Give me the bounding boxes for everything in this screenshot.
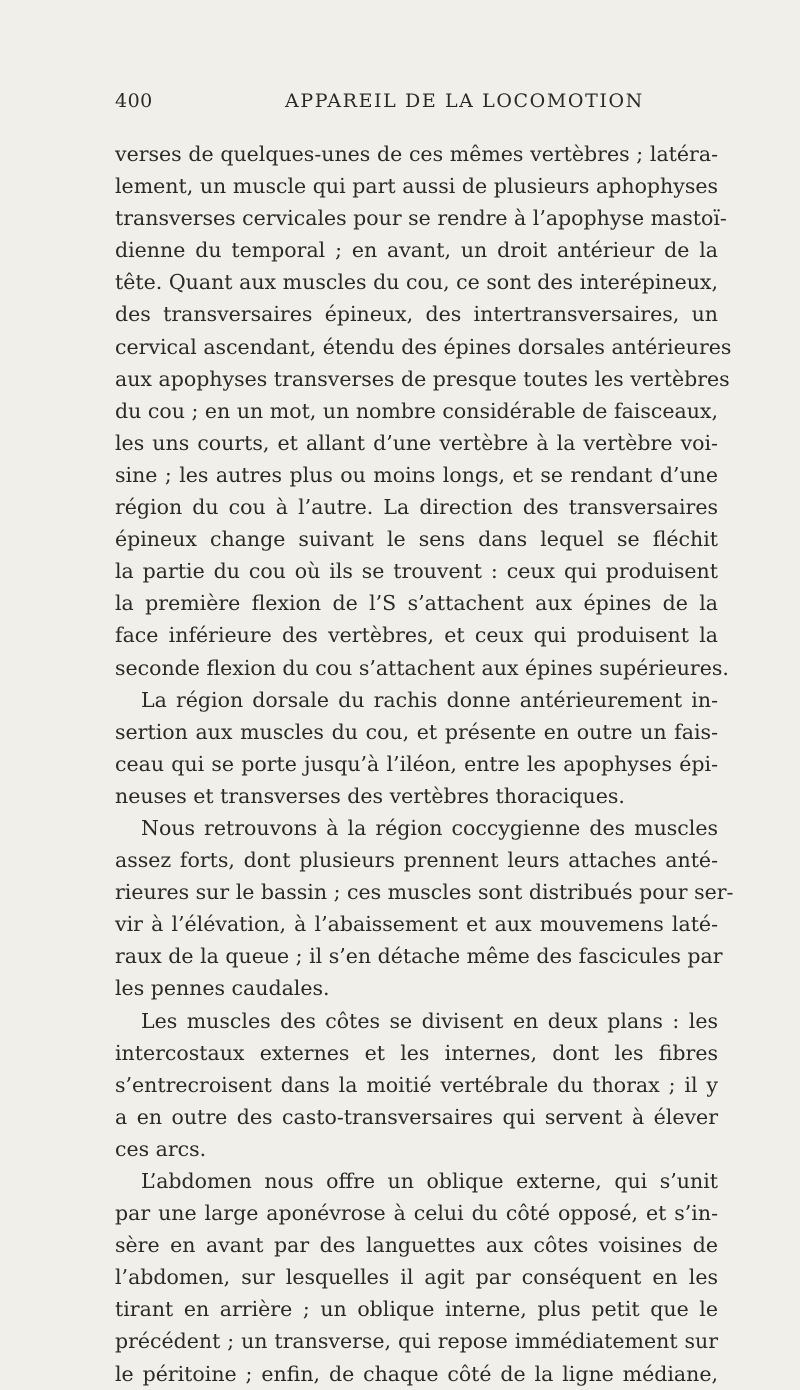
text-line: Les muscles des côtes se divisent en deux plans : les <box>141 1008 718 1033</box>
text-line: La région dorsale du rachis donne antérieurement in- <box>141 687 718 712</box>
text-line: seconde flexion du cou s’attachent aux épines supérieures. <box>115 655 729 680</box>
text-line: raux de la queue ; il s’en détache même des fascicules par <box>115 944 723 969</box>
text-line: Nous retrouvons à la région coccygienne des muscles <box>141 815 718 840</box>
text-line: rieures sur le bassin ; ces muscles sont distribués pour ser- <box>115 880 734 905</box>
text-line: tête. Quant aux muscles du cou, ce sont des interépineux, <box>115 270 718 295</box>
text-line: l’abdomen, sur lesquelles il agit par conséquent en les <box>115 1265 718 1290</box>
text-line: ceau qui se porte jusqu’à l’iléon, entre les apophyses épi- <box>115 751 718 776</box>
text-line: la première flexion de l’S s’attachent aux épines de la <box>115 591 718 616</box>
text-line: sine ; les autres plus ou moins longs, et se rendant d’une <box>115 462 718 487</box>
text-line: sertion aux muscles du cou, et présente en outre un fais- <box>115 719 718 744</box>
text-line: a en outre des casto-transversaires qui servent à élever <box>115 1104 718 1129</box>
text-line: tirant en arrière ; un oblique interne, plus petit que le <box>115 1297 718 1322</box>
text-line: des transversaires épineux, des intertransversaires, un <box>115 302 718 327</box>
text-line: épineux change suivant le sens dans lequel se fléchit <box>115 527 718 552</box>
text-line: du cou ; en un mot, un nombre considérable de faisceaux, <box>115 398 718 423</box>
text-line: sère en avant par des languettes aux côtes voisines de <box>115 1233 718 1258</box>
text-line: les uns courts, et allant d’une vertèbre à la vertèbre voi- <box>115 430 718 455</box>
text-line: lement, un muscle qui part aussi de plusieurs aphophyses <box>115 174 718 199</box>
text-line: face inférieure des vertèbres, et ceux qui produisent la <box>115 623 718 648</box>
text-line: aux apophyses transverses de presque toutes les vertèbres <box>115 366 730 391</box>
text-line: les pennes caudales. <box>115 976 330 1001</box>
text-line: transverses cervicales pour se rendre à l’apophyse mastoï- <box>115 206 727 231</box>
text-line: vir à l’élévation, à l’abaissement et aux mouvemens laté- <box>115 912 718 937</box>
text-line: le péritoine ; enfin, de chaque côté de la ligne médiane, <box>115 1361 718 1386</box>
page-number: 400 <box>115 90 153 112</box>
text-line: ces arcs. <box>115 1136 207 1161</box>
text-line: intercostaux externes et les internes, dont les fibres <box>115 1040 718 1065</box>
page-header <box>115 90 715 120</box>
text-line: assez forts, dont plusieurs prennent leurs attaches anté- <box>115 848 718 873</box>
text-line: neuses et transverses des vertèbres thoraciques. <box>115 783 625 808</box>
text-line: dienne du temporal ; en avant, un droit antérieur de la <box>115 238 718 263</box>
text-line: verses de quelques-unes de ces mêmes vertèbres ; latéra- <box>115 142 718 166</box>
body-text <box>115 138 734 1390</box>
text-line: la partie du cou où ils se trouvent : ceux qui produisent <box>115 559 718 584</box>
text-line: région du cou à l’autre. La direction des transversaires <box>115 495 718 520</box>
text-line: précédent ; un transverse, qui repose immédiatement sur <box>115 1329 718 1354</box>
text-line: L’abdomen nous offre un oblique externe, qui s’unit <box>141 1169 718 1193</box>
text-line: cervical ascendant, étendu des épines dorsales antérieures <box>115 334 732 359</box>
running-title: APPAREIL DE LA LOCOMOTION <box>285 90 644 112</box>
text-line: par une large aponévrose à celui du côté opposé, et s’in- <box>115 1201 718 1226</box>
text-line: s’entrecroisent dans la moitié vertébrale du thorax ; il y <box>115 1072 718 1097</box>
